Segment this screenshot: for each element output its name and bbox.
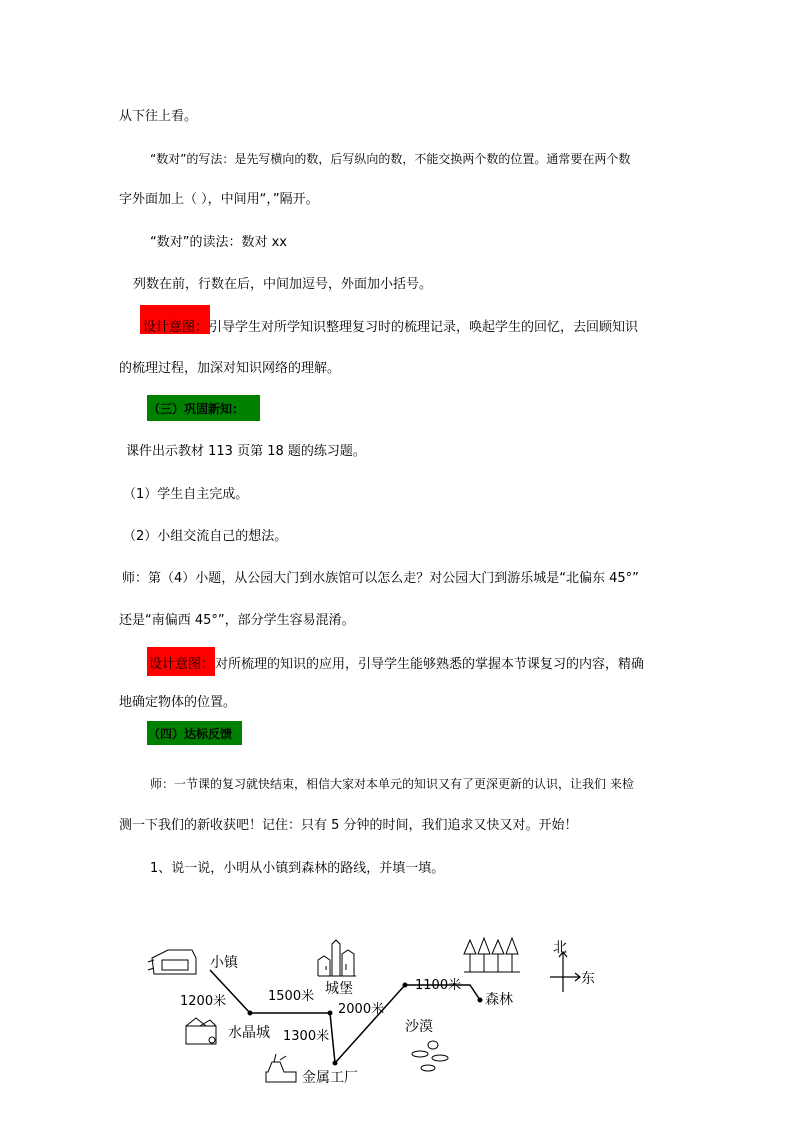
paragraph-10-line-2: 地确定物体的位置。 bbox=[119, 695, 237, 710]
forest-icon bbox=[464, 938, 520, 972]
paragraph-5-line-1: 引导学生对所学知识整理复习时的梳理记录，唤起学生的回忆，去回顾知识 bbox=[209, 320, 639, 335]
paragraph-11-line-1: 师：一节课的复习就快结束，相信大家对本单元的知识又有了更深更新的认识，让我们 来检 bbox=[150, 777, 634, 791]
design-intent-label-1: 设计意图： bbox=[143, 320, 209, 335]
factory-icon bbox=[266, 1054, 296, 1082]
distance-5: 1100米 bbox=[415, 978, 462, 993]
section-3-heading: （三）巩固新知： bbox=[148, 402, 245, 416]
distance-3: 2000米 bbox=[338, 1002, 385, 1017]
paragraph-6: 课件出示教材 113 页第 18 题的练习题。 bbox=[126, 444, 366, 459]
label-desert: 沙漠 bbox=[405, 1019, 433, 1035]
paragraph-9-line-2: 还是“南偏西 45°”，部分学生容易混淆。 bbox=[119, 613, 355, 628]
route-map bbox=[140, 930, 610, 1090]
label-castle: 城堡 bbox=[325, 981, 353, 997]
paragraph-2-line-2: 字外面加上（ ），中间用“，”隔开。 bbox=[119, 192, 319, 207]
paragraph-8: （2）小组交流自己的想法。 bbox=[123, 529, 288, 544]
distance-1: 1200米 bbox=[180, 994, 227, 1009]
crystal-city-icon bbox=[186, 1018, 216, 1044]
town-icon bbox=[148, 950, 196, 974]
label-town: 小镇 bbox=[210, 955, 238, 971]
distance-4: 1300米 bbox=[283, 1029, 330, 1044]
paragraph-3: “数对”的读法：数对 xx bbox=[150, 235, 287, 250]
compass-east-label: 东 bbox=[581, 971, 595, 987]
castle-icon bbox=[318, 940, 356, 976]
design-intent-label-2: 设计意图： bbox=[149, 657, 215, 672]
paragraph-7: （1）学生自主完成。 bbox=[123, 487, 249, 502]
paragraph-2-line-1: “数对”的写法：是先写横向的数，后写纵向的数，不能交换两个数的位置。通常要在两个数 bbox=[150, 152, 631, 166]
compass-north-label: 北 bbox=[553, 940, 567, 956]
paragraph-4: 列数在前，行数在后，中间加逗号，外面加小括号。 bbox=[133, 277, 433, 292]
desert-icon bbox=[412, 1041, 448, 1071]
paragraph-9-line-1: 师：第（4）小题，从公园大门到水族馆可以怎么走？对公园大门到游乐城是“北偏东 45°” bbox=[122, 571, 639, 586]
section-4-heading: （四）达标反馈 bbox=[148, 727, 233, 741]
compass-icon bbox=[550, 952, 580, 992]
paragraph-1: 从下往上看。 bbox=[119, 109, 198, 124]
distance-2: 1500米 bbox=[268, 989, 315, 1004]
paragraph-5-line-2: 的梳理过程，加深对知识网络的理解。 bbox=[119, 361, 341, 376]
label-metal-factory: 金属工厂 bbox=[302, 1070, 358, 1086]
label-crystal-city: 水晶城 bbox=[228, 1025, 270, 1041]
label-forest: 森林 bbox=[485, 992, 513, 1008]
paragraph-12: 1、说一说，小明从小镇到森林的路线，并填一填。 bbox=[150, 861, 445, 876]
paragraph-11-line-2: 测一下我们的新收获吧！记住：只有 5 分钟的时间，我们追求又快又对。开始！ bbox=[119, 818, 578, 833]
paragraph-10-line-1: 对所梳理的知识的应用，引导学生能够熟悉的掌握本节课复习的内容，精确 bbox=[215, 657, 645, 672]
